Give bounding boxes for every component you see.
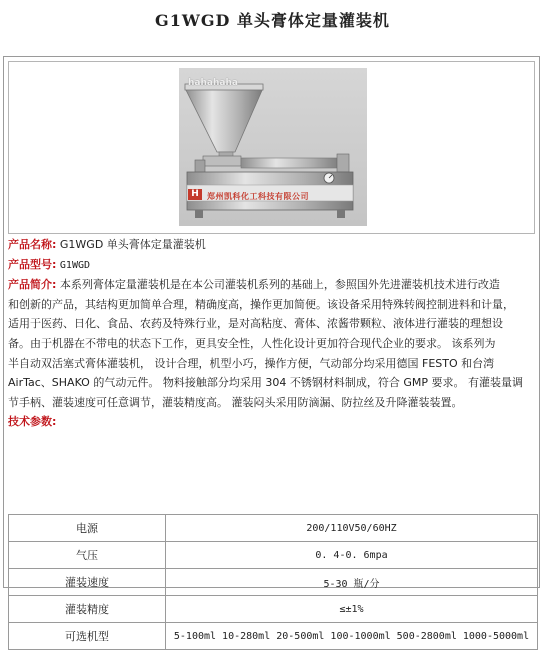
filling-machine-image (179, 68, 367, 226)
product-model-label: 产品型号: (8, 257, 57, 271)
table-row (9, 515, 538, 542)
spec-value: 200/110V50/60HZ (166, 515, 538, 542)
intro-text: 本系列膏体定量灌装机是在本公司灌装机系列的基础上，参照国外先进灌装机技术进行改造 (59, 278, 500, 292)
product-photo (179, 68, 367, 226)
spec-key: 气压 (9, 542, 166, 569)
product-model-value: G1WGD (59, 259, 91, 271)
table-row (9, 542, 538, 569)
spec-value: 5-30 瓶/分 (166, 569, 538, 596)
spec-value: ≤±1% (166, 596, 538, 623)
product-name-label: 产品名称: (8, 238, 57, 251)
table-row (9, 623, 538, 650)
table-row (9, 596, 538, 623)
product-intro-line: 备。由于机器在不带电的状态下工作，更具安全性，人性化设计更加符合现代企业的要求。 该系列为 (8, 336, 496, 350)
product-name-value: G1WGD 单头膏体定量灌装机 (59, 238, 206, 251)
spec-key: 可选机型 (9, 623, 166, 650)
page-title: G1WGD 单头膏体定量灌装机 (155, 11, 390, 30)
spec-key: 电源 (9, 515, 166, 542)
company-logo: H (188, 189, 202, 200)
product-intro-label: 产品简介: (8, 278, 57, 292)
product-intro-line: 和创新的产品，其结构更加简单合理，精确度高，操作更加简便。该设备采用特殊转阀控制进料和计量， (8, 297, 514, 311)
spec-value: 0. 4-0. 6mpa (166, 542, 538, 569)
product-model-row (8, 255, 540, 276)
company-name: 郑州凯科化工科技有限公司 (207, 192, 309, 201)
product-intro-line (8, 275, 540, 295)
spec-table (8, 514, 538, 650)
spec-value: 5-100ml 10-280ml 20-500ml 100-1000ml 500-2800ml 1000-5000ml (166, 623, 538, 650)
tech-params-label: 技术参数: (8, 415, 57, 429)
product-photo-cell (8, 61, 535, 234)
product-intro-line: 适用于医药、日化、食品、农药及特殊行业，是对高粘度、膏体、浓酱带颗粒、液体进行灌装的理想设 (8, 317, 503, 331)
spec-key: 灌装速度 (9, 569, 166, 596)
product-name-row (8, 235, 540, 255)
product-detail-table (3, 56, 540, 643)
product-intro-line: 半自动双活塞式膏体灌装机， 设计合理，机型小巧，操作方便，气动部分均采用德国 FESTO 和台湾 (8, 356, 495, 370)
table-row (9, 569, 538, 596)
product-intro-line: 节手柄、灌装速度可任意调节，灌装精度高。 灌装闷头采用防滴漏、防拉丝及升降灌装装置。 (8, 395, 463, 409)
watermark-text: hahahaha (188, 78, 238, 88)
product-intro-line: AirTac、SHAKO 的气动元件。 物料接触部分均采用 304 不锈钢材料制成，符合 GMP 要求。 有灌装量调 (8, 376, 523, 390)
spec-key: 灌装精度 (9, 596, 166, 623)
product-description (8, 235, 540, 432)
